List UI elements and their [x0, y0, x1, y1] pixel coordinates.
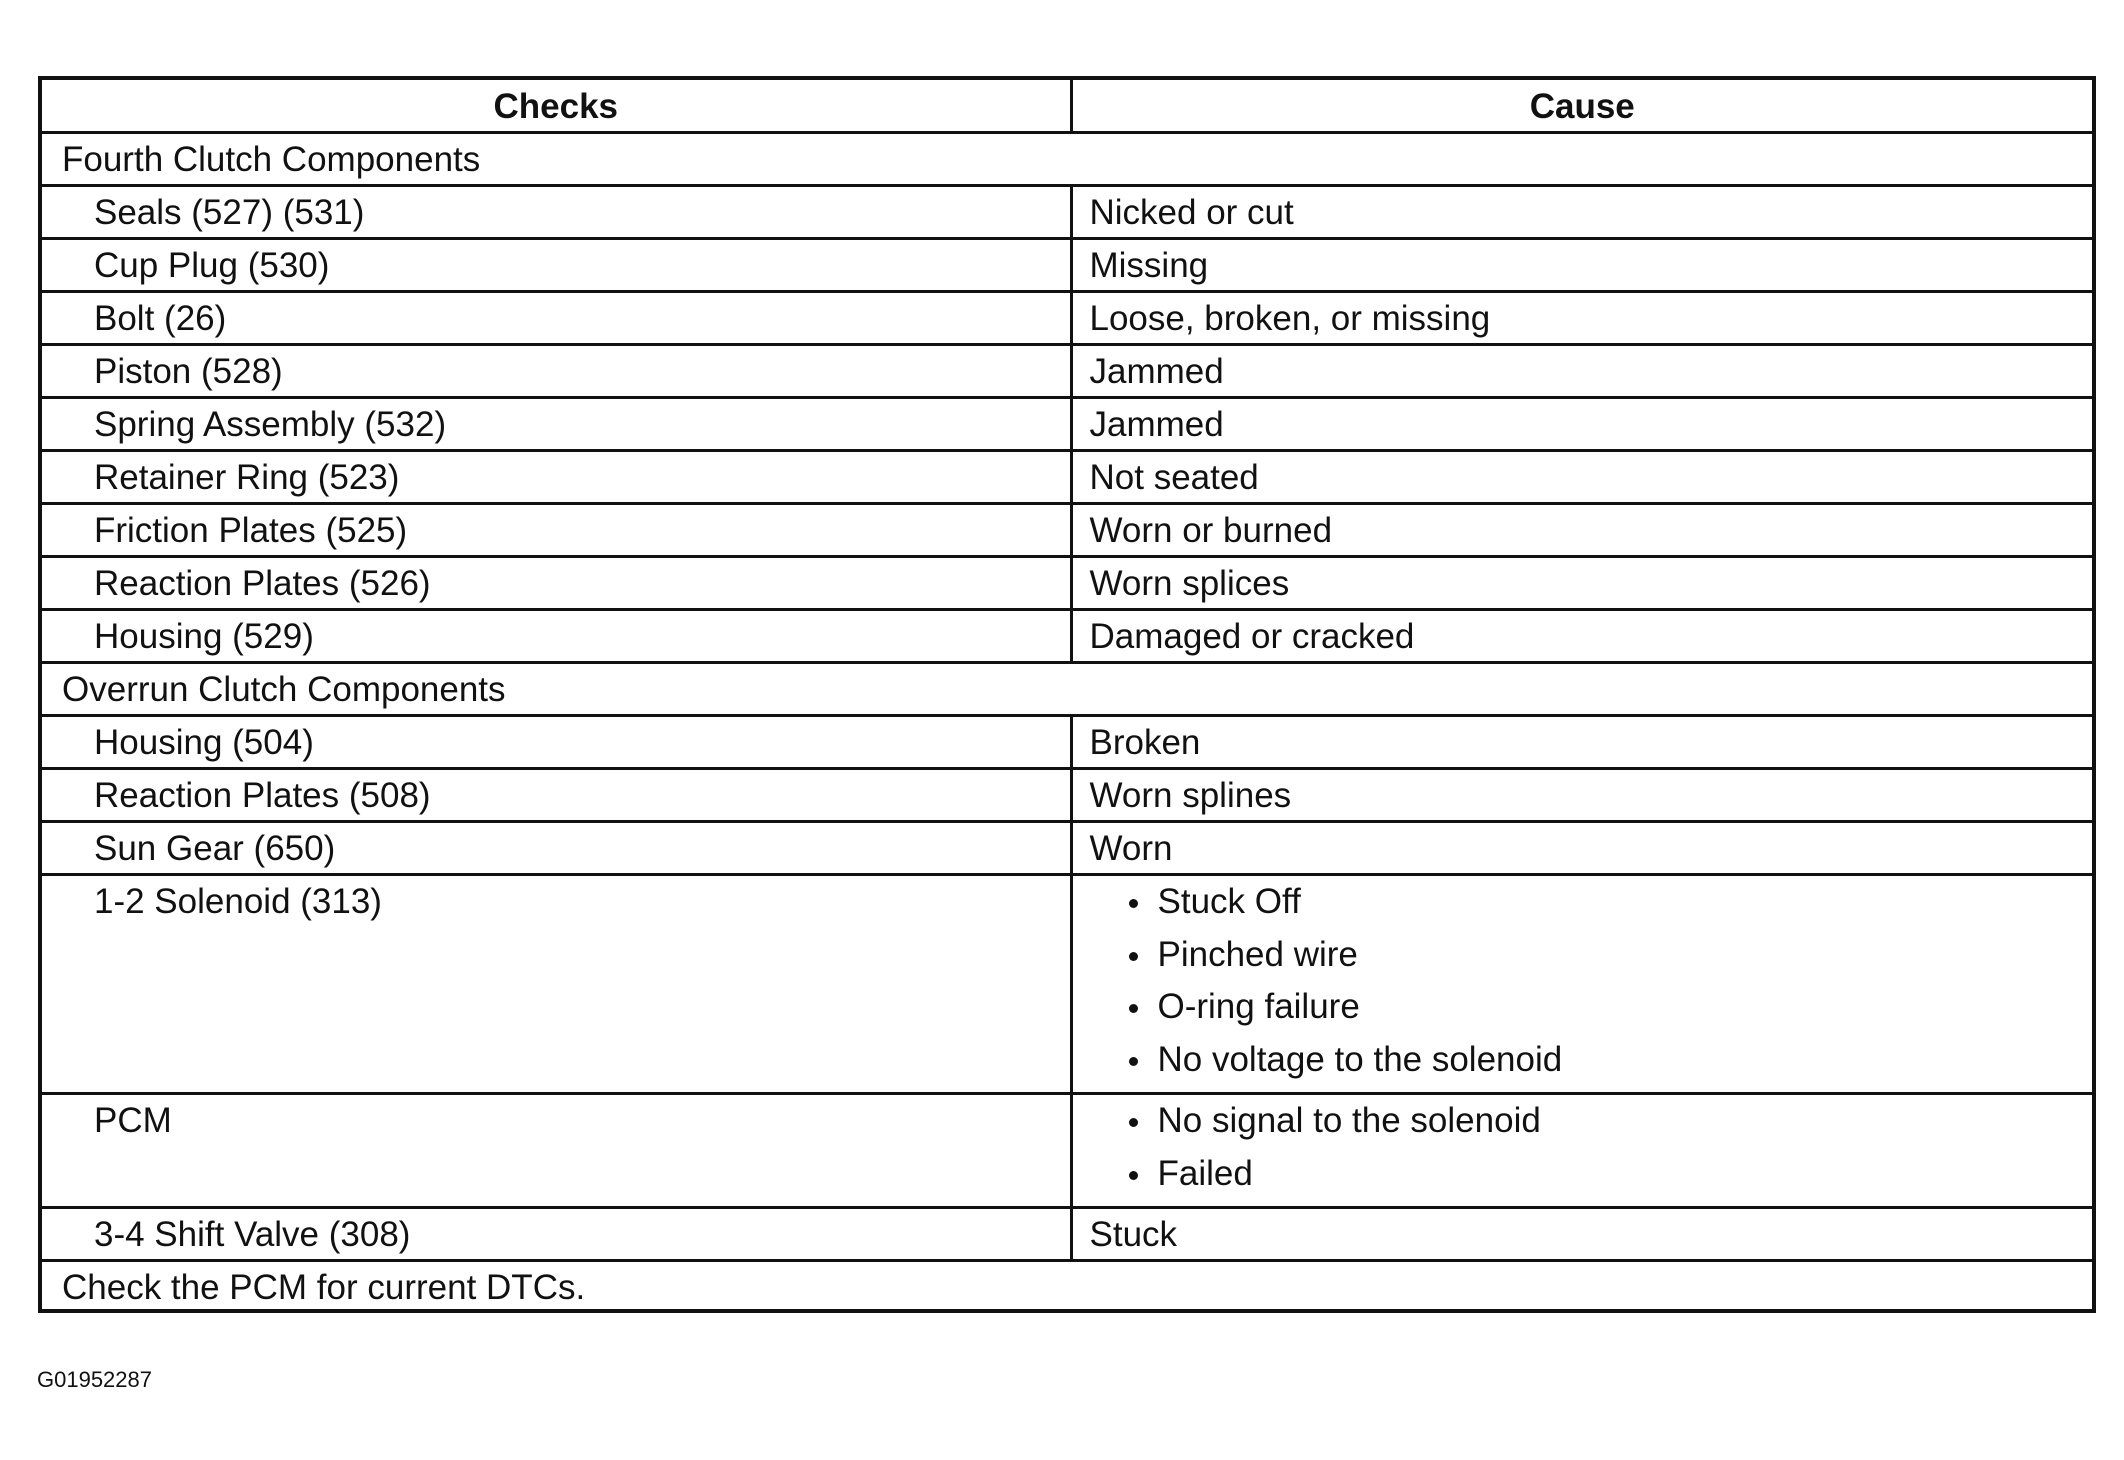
cause-header: Cause — [1071, 78, 2094, 133]
checks-header: Checks — [40, 78, 1071, 133]
check-cell: Housing (504) — [40, 716, 1071, 769]
cause-cell: Worn splines — [1071, 769, 2094, 822]
table-row — [40, 186, 2094, 239]
cause-cell: Damaged or cracked — [1071, 610, 2094, 663]
cause-cell: Jammed — [1071, 345, 2094, 398]
cause-cell: Loose, broken, or missing — [1071, 292, 2094, 345]
table-row — [40, 769, 2094, 822]
cause-bullet-item: No signal to the solenoid — [1090, 1101, 2093, 1154]
check-cell: Friction Plates (525) — [40, 504, 1071, 557]
table-row — [40, 1208, 2094, 1261]
check-cell: Sun Gear (650) — [40, 822, 1071, 875]
section-row — [40, 133, 2094, 186]
table-row — [40, 716, 2094, 769]
table-row — [40, 292, 2094, 345]
check-cell: Seals (527) (531) — [40, 186, 1071, 239]
cause-bullet-item: O-ring failure — [1090, 987, 2093, 1040]
cause-cell — [1071, 1094, 2094, 1208]
check-cell: PCM — [40, 1094, 1071, 1208]
cause-cell: Nicked or cut — [1071, 186, 2094, 239]
figure-id: G01952287 — [37, 1367, 152, 1392]
check-cell: Retainer Ring (523) — [40, 451, 1071, 504]
table-row — [40, 875, 2094, 1094]
cause-bullet-item: Stuck Off — [1090, 882, 2093, 935]
table-row — [40, 451, 2094, 504]
table-row — [40, 1094, 2094, 1208]
section-row — [40, 663, 2094, 716]
footer-note: Check the PCM for current DTCs. — [40, 1261, 2094, 1311]
cause-cell — [1071, 875, 2094, 1094]
check-cell: 3-4 Shift Valve (308) — [40, 1208, 1071, 1261]
table-row — [40, 557, 2094, 610]
cause-cell: Missing — [1071, 239, 2094, 292]
check-cell: 1-2 Solenoid (313) — [40, 875, 1071, 1094]
cause-bullet-list — [1090, 882, 2093, 1092]
cause-cell: Worn or burned — [1071, 504, 2094, 557]
check-cell: Bolt (26) — [40, 292, 1071, 345]
cause-cell: Worn splices — [1071, 557, 2094, 610]
table-row — [40, 610, 2094, 663]
header-row — [40, 78, 2094, 133]
check-cell: Spring Assembly (532) — [40, 398, 1071, 451]
table-row — [40, 822, 2094, 875]
cause-cell: Broken — [1071, 716, 2094, 769]
table-row — [40, 345, 2094, 398]
cause-bullet-item: No voltage to the solenoid — [1090, 1040, 2093, 1093]
check-cell: Reaction Plates (526) — [40, 557, 1071, 610]
cause-bullet-list — [1090, 1101, 2093, 1206]
diagnostic-table — [38, 76, 2096, 1313]
cause-bullet-item: Failed — [1090, 1154, 2093, 1207]
cause-cell: Jammed — [1071, 398, 2094, 451]
table-row — [40, 239, 2094, 292]
check-cell: Housing (529) — [40, 610, 1071, 663]
table-row — [40, 398, 2094, 451]
cause-cell: Worn — [1071, 822, 2094, 875]
table-row — [40, 504, 2094, 557]
section-title-fourth-clutch: Fourth Clutch Components — [40, 133, 2094, 186]
cause-cell: Not seated — [1071, 451, 2094, 504]
section-title-overrun-clutch: Overrun Clutch Components — [40, 663, 2094, 716]
cause-bullet-item: Pinched wire — [1090, 935, 2093, 988]
check-cell: Piston (528) — [40, 345, 1071, 398]
footer-row — [40, 1261, 2094, 1311]
cause-cell: Stuck — [1071, 1208, 2094, 1261]
check-cell: Reaction Plates (508) — [40, 769, 1071, 822]
check-cell: Cup Plug (530) — [40, 239, 1071, 292]
